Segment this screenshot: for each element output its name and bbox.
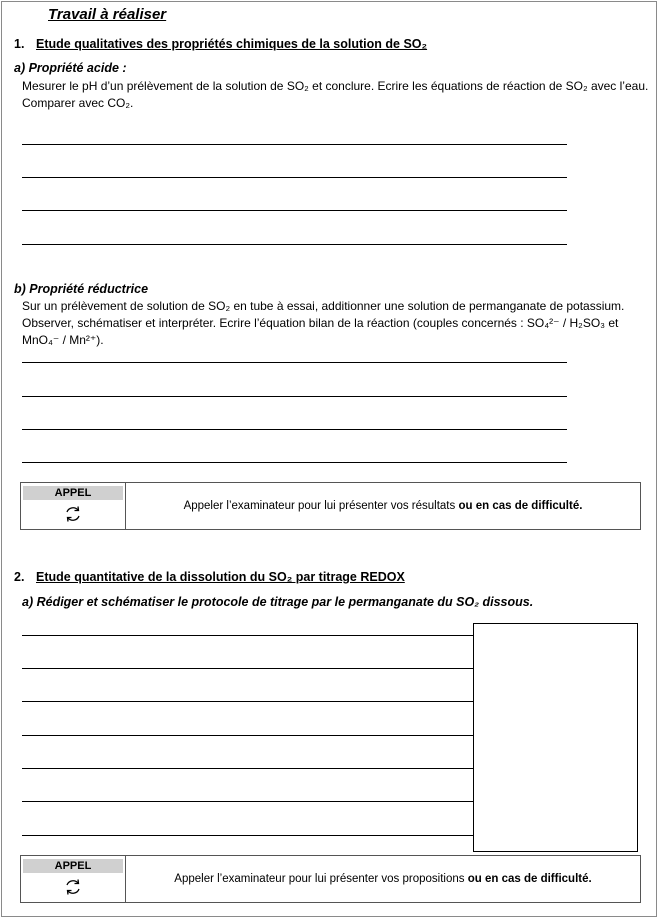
answer-line[interactable] (22, 735, 473, 736)
refresh-cycle-icon (63, 504, 83, 524)
answer-line[interactable] (22, 701, 473, 702)
answer-line[interactable] (22, 210, 567, 211)
answer-line[interactable] (22, 462, 567, 463)
schema-box[interactable] (473, 623, 638, 852)
appel-message-bold: ou en cas de difficulté. (458, 500, 583, 512)
appel-message (126, 856, 640, 902)
part-1b-label: b) Propriété réductrice (14, 282, 149, 296)
appel-box (20, 482, 641, 530)
appel-left-cell (21, 856, 126, 902)
appel-message-text: Appeler l’examinateur pour lui présenter vos propositions (174, 873, 465, 885)
appel-label: APPEL (23, 486, 123, 500)
part-2a-label: a) Rédiger et schématiser le protocole de titrage par le permanganate du SO₂ dissous. (22, 595, 534, 609)
appel-left-cell (21, 483, 126, 529)
part-1a-label: a) Propriété acide : (14, 61, 127, 75)
answer-line[interactable] (22, 396, 567, 397)
appel-box (20, 855, 641, 903)
section-1-number: 1. (14, 37, 25, 51)
section-2-number: 2. (14, 570, 25, 584)
part-1a-text: Mesurer le pH d’un prélèvement de la solution de SO₂ et conclure. Ecrire les équations de réaction de SO₂ avec l’eau. Comparer avec CO₂. (22, 79, 649, 110)
appel-label: APPEL (23, 859, 123, 873)
section-1-heading (14, 37, 427, 51)
answer-line[interactable] (22, 768, 473, 769)
answer-line[interactable] (22, 668, 473, 669)
appel-message-text: Appeler l’examinateur pour lui présenter vos résultats (183, 500, 456, 512)
answer-line[interactable] (22, 177, 567, 178)
answer-line[interactable] (22, 144, 567, 145)
answer-line[interactable] (22, 835, 473, 836)
refresh-cycle-icon (63, 877, 83, 897)
section-2-heading (14, 570, 405, 584)
page-title: Travail à réaliser (48, 6, 167, 23)
answer-line[interactable] (22, 429, 567, 430)
appel-message (126, 483, 640, 529)
answer-line[interactable] (22, 244, 567, 245)
answer-line[interactable] (22, 362, 567, 363)
answer-line[interactable] (22, 635, 473, 636)
appel-message-bold: ou en cas de difficulté. (467, 873, 592, 885)
section-2-title: Etude quantitative de la dissolution du SO₂ par titrage REDOX (36, 570, 405, 584)
section-1-title: Etude qualitatives des propriétés chimiques de la solution de SO₂ (36, 37, 428, 51)
answer-line[interactable] (22, 801, 473, 802)
part-1b-text: Sur un prélèvement de solution de SO₂ en tube à essai, additionner une solution de permanganate de potassium. Observer, schématiser et interpréter. Ecrire l’équation bilan de la réaction (couples concernés : SO₄²⁻ / H₂SO₃ et MnO₄⁻ / Mn²⁺). (22, 299, 625, 347)
